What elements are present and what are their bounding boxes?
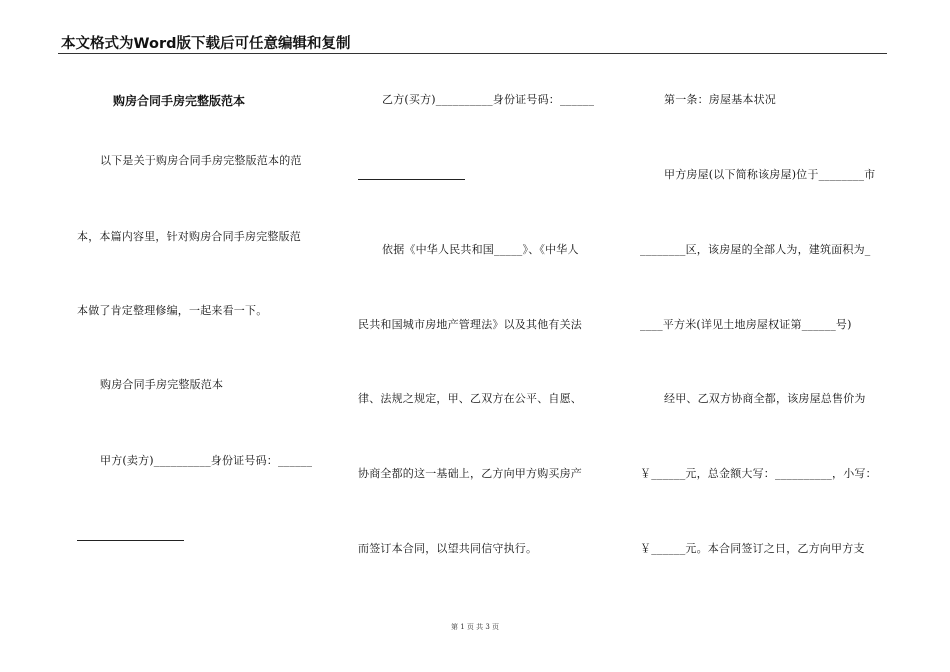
paragraph-line: 而签订本合同，以望共同信守执行。 [358,542,538,555]
paragraph-line: 民共和国城市房地产管理法》以及其他有关法 [358,318,582,331]
paragraph-line: 经甲、乙双方协商全都，该房屋总售价为 [664,392,866,405]
party-b-line: 乙方(买方)__________身份证号码：______ [382,93,595,106]
paragraph-line: 律、法规之规定，甲、乙双方在公平、自愿、 [358,392,582,405]
blank-underline [358,179,465,180]
paragraph-line: 本做了肯定整理修编，一起来看一下。 [77,304,268,317]
party-a-line: 甲方(卖方)__________身份证号码：______ [100,454,313,467]
paragraph-line: ￥______元，总金额大写：__________，小写： [640,467,877,480]
paragraph-line: ________区，该房屋的全部人为，建筑面积为_ [640,243,871,256]
paragraph-line: 甲方房屋(以下简称该房屋)位于________市 [664,168,876,181]
clause-heading: 第一条：房屋基本状况 [664,93,776,106]
paragraph-line: 以下是关于购房合同手房完整版范本的范 [100,154,302,167]
paragraph-line: 依据《中华人民共和国_____》、《中华人 [382,243,579,256]
document-title: 购房合同手房完整版范本 [113,94,246,108]
header-divider [58,53,887,54]
paragraph-line: ￥______元。本合同签订之日，乙方向甲方支 [640,542,865,555]
paragraph-line: 本，本篇内容里，针对购房合同手房完整版范 [77,230,301,243]
blank-underline [77,540,184,541]
paragraph-line: 协商全都的这一基础上，乙方向甲方购买房产 [358,467,582,480]
paragraph-line: ____平方米(详见土地房屋权证第______号) [640,318,852,331]
page-number: 第 1 页 共 3 页 [450,623,500,631]
document-header: 本文格式为Word版下载后可任意编辑和复制 [61,36,351,52]
section-heading: 购房合同手房完整版范本 [100,378,224,391]
